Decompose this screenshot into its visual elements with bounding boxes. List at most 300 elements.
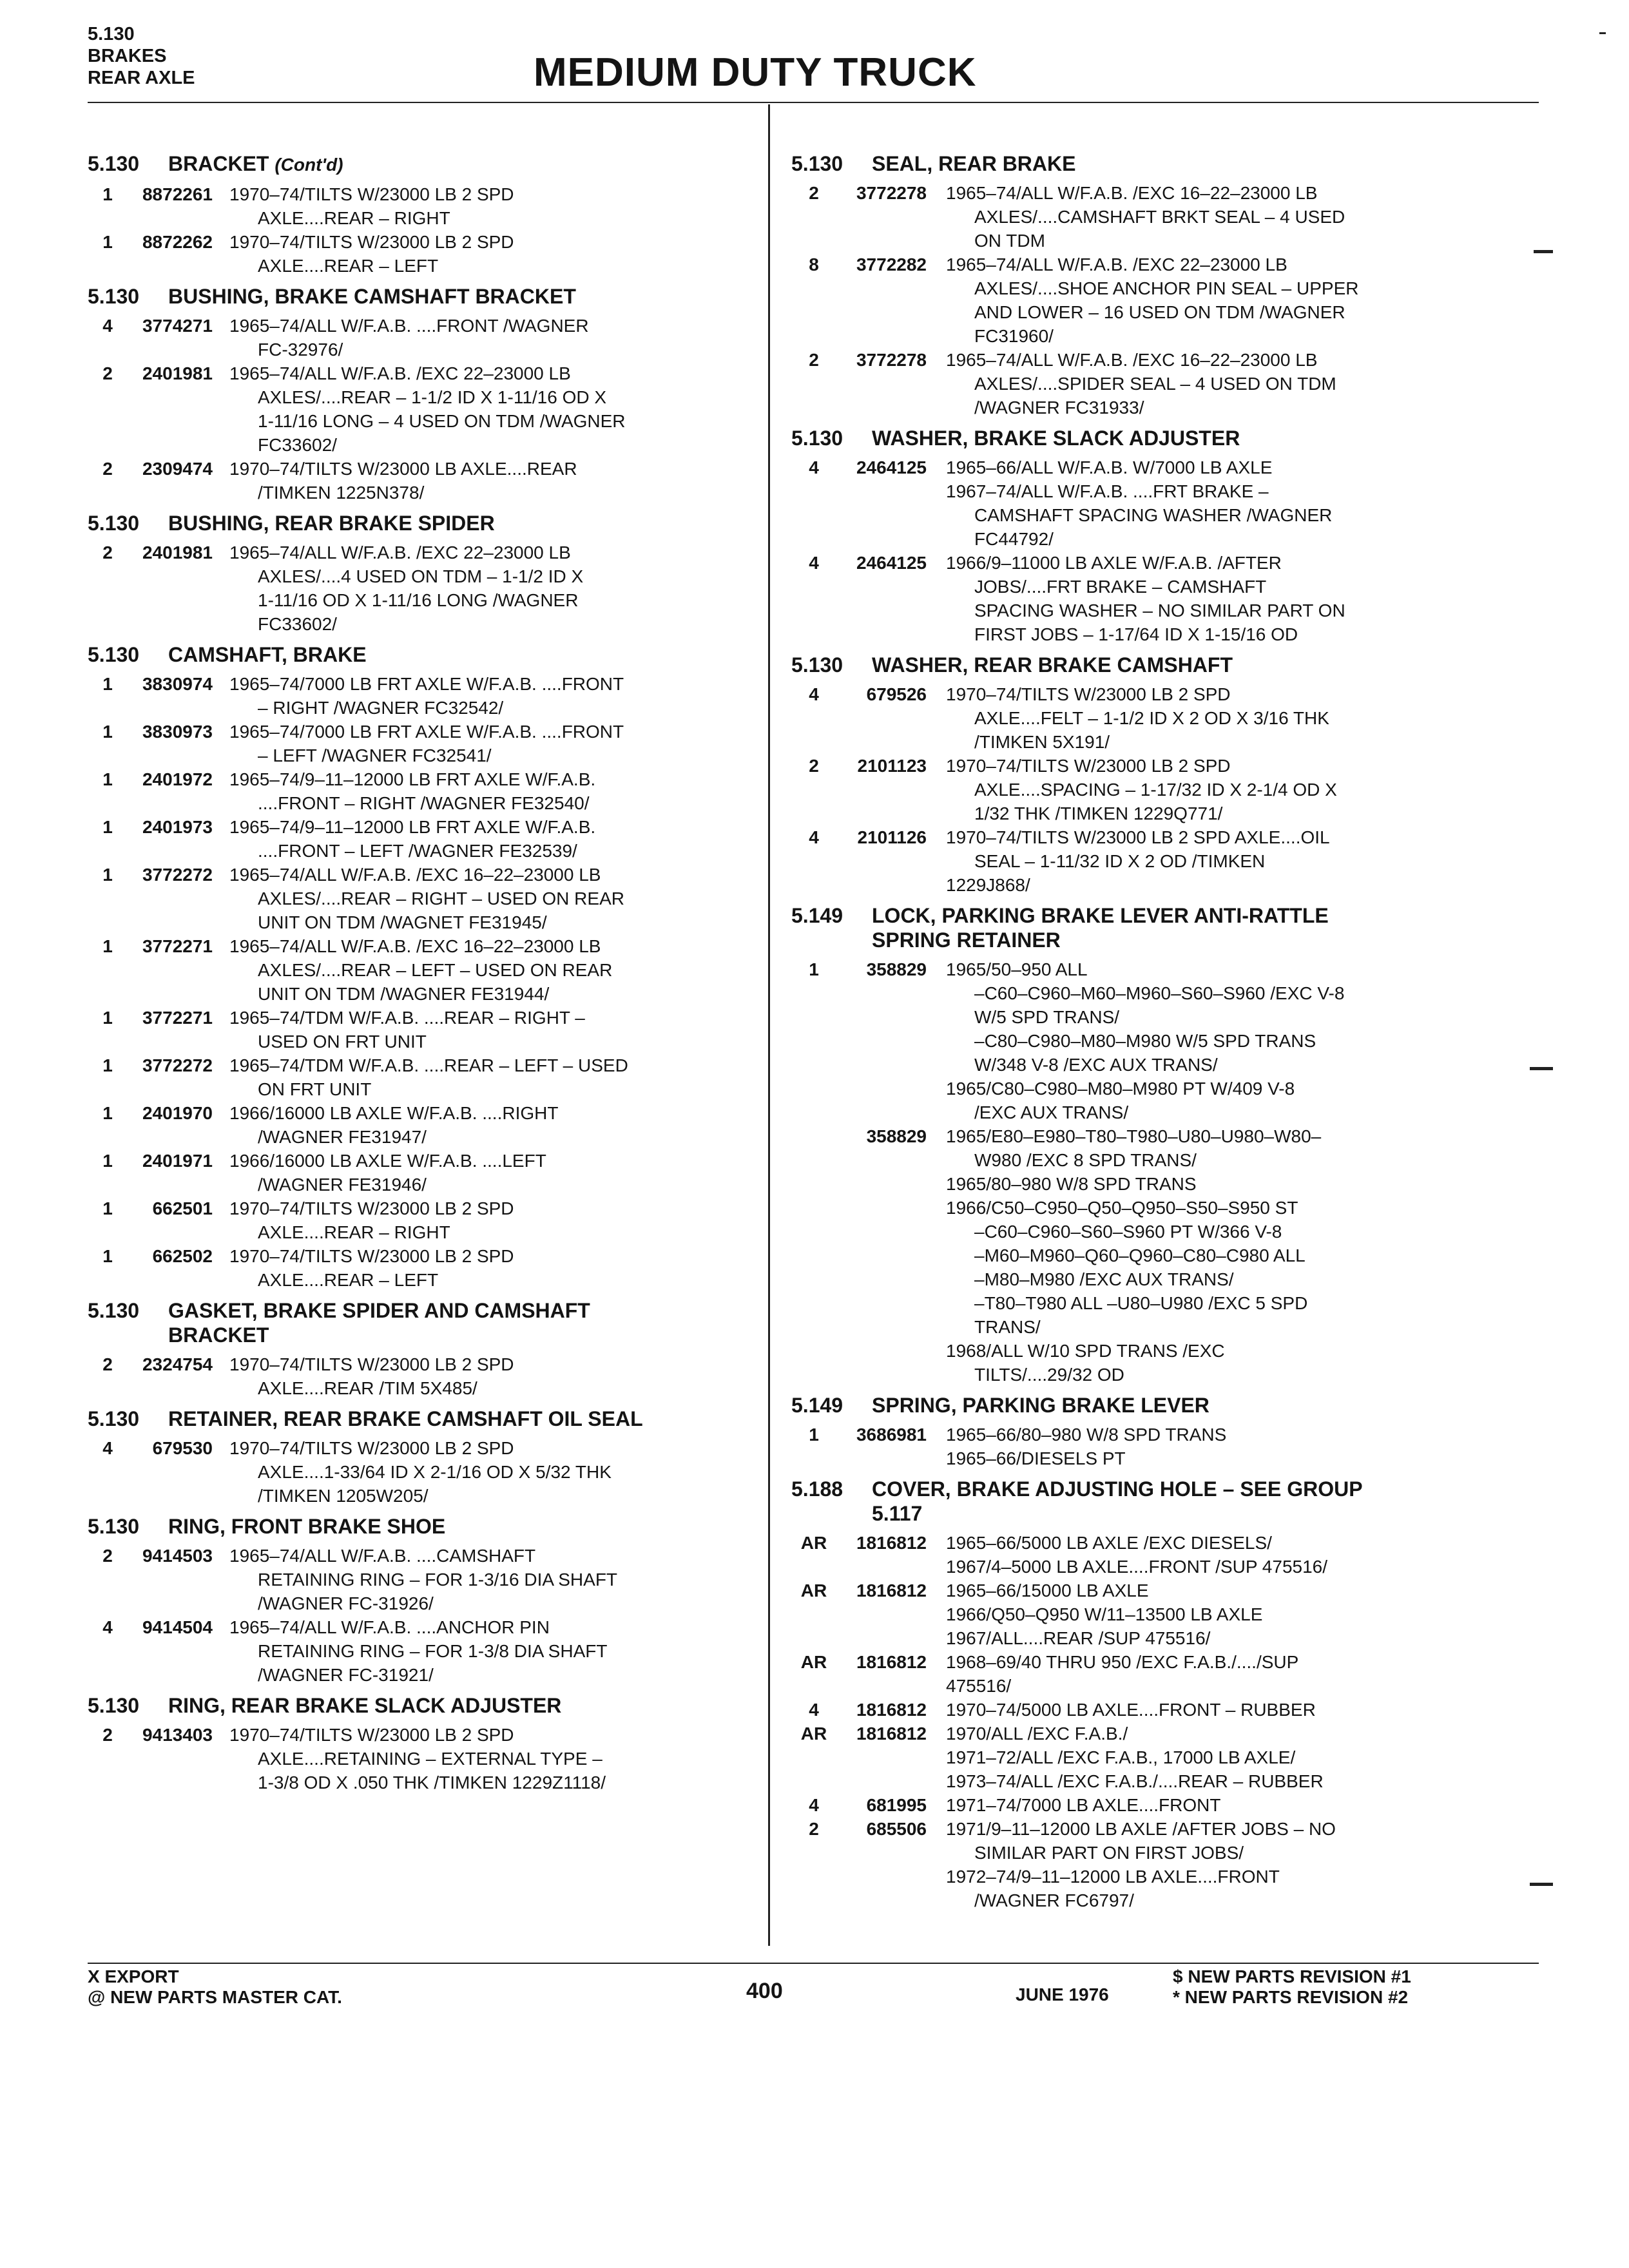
section-heading — [88, 1514, 758, 1539]
part-row — [88, 1723, 758, 1794]
part-row — [791, 1817, 1526, 1912]
part-row — [88, 541, 758, 636]
part-description — [229, 934, 758, 1006]
description-line: 1965–74/ALL W/F.A.B. /EXC 16–22–23000 LB — [946, 183, 1318, 203]
part-quantity: 8 — [809, 255, 819, 274]
description-line: SIMILAR PART ON FIRST JOBS/ — [974, 1843, 1244, 1863]
description-line: /TIMKEN 1225N378/ — [258, 483, 425, 503]
part-description — [229, 720, 758, 767]
description-line: /TIMKEN 1205W205/ — [258, 1486, 429, 1506]
part-quantity: 2 — [809, 350, 819, 370]
description-line: FC33602/ — [258, 435, 337, 455]
part-number: 3772272 — [142, 1055, 213, 1075]
description-line: 1965–74/ALL W/F.A.B. ....CAMSHAFT — [229, 1546, 536, 1566]
section-title — [168, 1693, 758, 1718]
header-divider — [88, 102, 1539, 103]
part-row — [791, 754, 1526, 825]
description-line: AXLE....SPACING – 1-17/32 ID X 2-1/4 OD X — [974, 780, 1337, 800]
description-line: 1965–66/ALL W/F.A.B. W/7000 LB AXLE — [946, 457, 1273, 477]
description-line: /WAGNER FC31933/ — [974, 398, 1144, 418]
description-line: FC44792/ — [974, 529, 1054, 549]
description-line: –C80–C980–M80–M980 W/5 SPD TRANS — [974, 1031, 1316, 1051]
description-line: 1967/ALL....REAR /SUP 475516/ — [946, 1628, 1211, 1648]
part-quantity: 2 — [102, 363, 113, 383]
part-row — [88, 1196, 758, 1244]
part-description — [946, 551, 1526, 646]
description-line: 1965/E80–E980–T80–T980–U80–U980–W80– — [946, 1126, 1322, 1146]
part-quantity: 1 — [102, 1151, 113, 1171]
margin-mark — [1534, 250, 1553, 253]
part-row — [791, 957, 1526, 1124]
part-description — [946, 1423, 1526, 1470]
part-quantity: AR — [800, 1652, 827, 1672]
description-line: 1965–74/9–11–12000 LB FRT AXLE W/F.A.B. — [229, 769, 596, 789]
description-line: 1965–74/TDM W/F.A.B. ....REAR – RIGHT – — [229, 1008, 585, 1028]
part-number: 3772278 — [856, 350, 927, 370]
section-title-text: BUSHING, REAR BRAKE SPIDER — [168, 512, 495, 535]
part-quantity: 2 — [102, 1546, 113, 1566]
section-heading — [791, 151, 1526, 176]
part-number: 2324754 — [142, 1354, 213, 1374]
part-row — [88, 182, 758, 230]
part-number: 8872262 — [142, 232, 213, 252]
margin-mark — [1530, 1883, 1553, 1886]
section-title-text: CAMSHAFT, BRAKE — [168, 643, 367, 666]
part-quantity: AR — [800, 1724, 827, 1744]
part-number: 2101126 — [857, 827, 927, 847]
part-number: 1816812 — [856, 1581, 927, 1600]
section-title-text: RING, FRONT BRAKE SHOE — [168, 1515, 446, 1538]
description-line: 1965–74/ALL W/F.A.B. /EXC 16–22–23000 LB — [946, 350, 1318, 370]
part-row — [791, 1650, 1526, 1698]
part-row — [88, 1352, 758, 1400]
description-line: 1970–74/TILTS W/23000 LB AXLE....REAR — [229, 459, 577, 479]
part-row — [88, 815, 758, 863]
description-line: –C60–C960–S60–S960 PT W/366 V-8 — [974, 1222, 1282, 1242]
footer-line: * NEW PARTS REVISION #2 — [1173, 1987, 1409, 2007]
description-line: JOBS/....FRT BRAKE – CAMSHAFT — [974, 577, 1267, 597]
publication-date: JUNE 1976 — [1016, 1984, 1109, 2004]
part-row — [88, 1006, 758, 1053]
section-heading — [791, 1477, 1526, 1526]
page-number: 400 — [746, 1979, 783, 2003]
section-number: 5.130 — [88, 1515, 140, 1538]
part-quantity: 1 — [102, 817, 113, 837]
section-number: 5.130 — [791, 152, 843, 175]
part-row — [88, 1436, 758, 1508]
description-line: FC31960/ — [974, 326, 1054, 346]
section-title — [168, 1407, 758, 1431]
part-description — [229, 457, 758, 505]
section-title-text: BUSHING, BRAKE CAMSHAFT BRACKET — [168, 285, 576, 308]
part-number: 2309474 — [142, 459, 213, 479]
part-number: 3830973 — [142, 722, 213, 742]
part-quantity: 4 — [809, 827, 819, 847]
part-number: 2401973 — [142, 817, 213, 837]
description-line: 1965/C80–C980–M80–M980 PT W/409 V-8 — [946, 1079, 1295, 1099]
description-line: /TIMKEN 5X191/ — [974, 732, 1110, 752]
part-quantity: 2 — [809, 1819, 819, 1839]
section-title — [168, 284, 758, 309]
part-number: 9413403 — [142, 1725, 213, 1745]
part-number: 3774271 — [142, 316, 213, 336]
section-heading — [88, 642, 758, 667]
part-row — [88, 1615, 758, 1687]
description-line: 1966/9–11000 LB AXLE W/F.A.B. /AFTER — [946, 553, 1282, 573]
part-row — [791, 1793, 1526, 1817]
part-quantity: 1 — [102, 1103, 113, 1123]
description-line: 1970–74/TILTS W/23000 LB 2 SPD AXLE....OIL — [946, 827, 1330, 847]
description-line: UNIT ON TDM /WAGNER FE31944/ — [258, 984, 550, 1004]
part-row — [791, 1124, 1526, 1387]
description-line: 1966/16000 LB AXLE W/F.A.B. ....RIGHT — [229, 1103, 559, 1123]
part-row — [791, 456, 1526, 551]
description-line: AXLES/....SHOE ANCHOR PIN SEAL – UPPER — [974, 278, 1359, 298]
part-description — [229, 1053, 758, 1101]
part-number: 662501 — [152, 1198, 213, 1218]
part-description — [946, 1698, 1526, 1722]
part-row — [791, 253, 1526, 348]
section-title-text: SPRING, PARKING BRAKE LEVER — [872, 1394, 1210, 1417]
part-row — [791, 181, 1526, 253]
section-number: 5.130 — [88, 1694, 140, 1717]
part-number: 1816812 — [856, 1700, 927, 1720]
part-number: 3772272 — [142, 865, 213, 885]
section-number: 5.149 — [791, 1394, 843, 1417]
description-line: 1970–74/5000 LB AXLE....FRONT – RUBBER — [946, 1700, 1316, 1720]
description-line: –T80–T980 ALL –U80–U980 /EXC 5 SPD — [974, 1293, 1308, 1313]
section-number: 5.130 — [791, 653, 843, 677]
part-description — [946, 456, 1526, 551]
part-number: 3686981 — [856, 1425, 927, 1445]
right-column — [791, 145, 1526, 1912]
part-description — [946, 1531, 1526, 1579]
description-line: AXLES/....REAR – 1-1/2 ID X 1-11/16 OD X — [258, 387, 607, 407]
section-continued-note: (Cont'd) — [275, 155, 343, 175]
section-title-text: LOCK, PARKING BRAKE LEVER ANTI-RATTLE SPRING RETAINER — [872, 904, 1329, 952]
description-line: AXLE....REAR – LEFT — [258, 256, 439, 276]
section-title — [872, 426, 1526, 450]
part-row — [88, 720, 758, 767]
part-number: 3772278 — [856, 183, 927, 203]
part-row — [791, 551, 1526, 646]
part-description — [946, 1793, 1526, 1817]
description-line: FC33602/ — [258, 614, 337, 634]
part-row — [88, 457, 758, 505]
part-row — [88, 1149, 758, 1196]
description-line: 1965–66/15000 LB AXLE — [946, 1581, 1149, 1600]
description-line: AXLE....REAR – RIGHT — [258, 1222, 450, 1242]
description-line: 1966/16000 LB AXLE W/F.A.B. ....LEFT — [229, 1151, 546, 1171]
part-quantity: 1 — [102, 865, 113, 885]
description-line: 1965–74/7000 LB FRT AXLE W/F.A.B. ....FRONT — [229, 722, 624, 742]
section-heading — [88, 1693, 758, 1718]
part-row — [88, 1053, 758, 1101]
part-quantity: 4 — [102, 1438, 113, 1458]
description-line: ON FRT UNIT — [258, 1079, 372, 1099]
header-line: REAR AXLE — [88, 68, 195, 88]
description-line: 475516/ — [946, 1676, 1012, 1696]
part-quantity: 1 — [102, 674, 113, 694]
part-description — [946, 181, 1526, 253]
part-row — [791, 825, 1526, 897]
part-quantity: 1 — [102, 1055, 113, 1075]
description-line: 1970–74/TILTS W/23000 LB 2 SPD — [229, 1438, 514, 1458]
part-quantity: 1 — [102, 936, 113, 956]
description-line: 1965–66/5000 LB AXLE /EXC DIESELS/ — [946, 1533, 1272, 1553]
part-description — [946, 754, 1526, 825]
part-number: 3772271 — [142, 936, 213, 956]
footer-divider — [88, 1963, 1539, 1964]
description-line: ON TDM — [974, 231, 1045, 251]
part-number: 3830974 — [142, 674, 213, 694]
part-number: 3772271 — [142, 1008, 213, 1028]
description-line: – RIGHT /WAGNER FC32542/ — [258, 698, 504, 718]
part-description — [229, 230, 758, 278]
part-quantity: 4 — [809, 553, 819, 573]
description-line: AXLE....RETAINING – EXTERNAL TYPE – — [258, 1749, 602, 1769]
part-row — [88, 863, 758, 934]
column-divider — [768, 104, 770, 1946]
description-line: 1971/9–11–12000 LB AXLE /AFTER JOBS – NO — [946, 1819, 1336, 1839]
part-number: 679526 — [866, 684, 927, 704]
section-title — [168, 1514, 758, 1539]
part-quantity: 4 — [102, 316, 113, 336]
section-number: 5.130 — [88, 285, 140, 308]
description-line: 1971–72/ALL /EXC F.A.B., 17000 LB AXLE/ — [946, 1747, 1296, 1767]
part-row — [791, 1579, 1526, 1650]
part-quantity: 1 — [102, 769, 113, 789]
footer-line: $ NEW PARTS REVISION #1 — [1173, 1966, 1411, 1986]
part-quantity: 1 — [809, 1425, 819, 1445]
section-heading — [791, 653, 1526, 677]
part-number: 681995 — [866, 1795, 927, 1815]
description-line: AXLES/....REAR – RIGHT – USED ON REAR — [258, 889, 624, 908]
part-description — [229, 1101, 758, 1149]
section-title — [168, 151, 758, 177]
description-line: W/348 V-8 /EXC AUX TRANS/ — [974, 1055, 1218, 1075]
section-title-text: COVER, BRAKE ADJUSTING HOLE – SEE GROUP 5.117 — [872, 1477, 1363, 1525]
description-line: 1965–66/DIESELS PT — [946, 1448, 1126, 1468]
description-line: 1970–74/TILTS W/23000 LB 2 SPD — [229, 1198, 514, 1218]
description-line: FIRST JOBS – 1-17/64 ID X 1-15/16 OD — [974, 624, 1298, 644]
section-number: 5.130 — [88, 152, 140, 175]
part-description — [229, 1436, 758, 1508]
footer-line: @ NEW PARTS MASTER CAT. — [88, 1987, 342, 2007]
part-description — [946, 1817, 1526, 1912]
description-line: AXLES/....REAR – LEFT – USED ON REAR — [258, 960, 613, 980]
part-description — [229, 863, 758, 934]
part-description — [946, 957, 1526, 1124]
description-line: AXLE....REAR /TIM 5X485/ — [258, 1378, 477, 1398]
section-title-text: WASHER, REAR BRAKE CAMSHAFT — [872, 653, 1233, 677]
section-number: 5.130 — [791, 427, 843, 450]
description-line: AXLES/....4 USED ON TDM – 1-1/2 ID X — [258, 566, 584, 586]
margin-mark — [1530, 1067, 1553, 1070]
description-line: 1970–74/TILTS W/23000 LB 2 SPD — [946, 684, 1231, 704]
description-line: 1971–74/7000 LB AXLE....FRONT — [946, 1795, 1221, 1815]
section-title-text: WASHER, BRAKE SLACK ADJUSTER — [872, 427, 1240, 450]
part-number: 2401971 — [142, 1151, 213, 1171]
part-description — [946, 682, 1526, 754]
section-title-text: SEAL, REAR BRAKE — [872, 152, 1076, 175]
description-line: –C60–C960–M60–M960–S60–S960 /EXC V-8 — [974, 983, 1345, 1003]
part-quantity: 1 — [102, 1198, 113, 1218]
section-number: 5.188 — [791, 1477, 843, 1501]
description-line: 1972–74/9–11–12000 LB AXLE....FRONT — [946, 1867, 1280, 1887]
part-quantity: 1 — [102, 1246, 113, 1266]
part-description — [946, 1579, 1526, 1650]
section-number: 5.149 — [791, 904, 843, 927]
description-line: AXLE....1-33/64 ID X 2-1/16 OD X 5/32 THK — [258, 1462, 612, 1482]
part-quantity: 2 — [102, 1354, 113, 1374]
description-line: 1965–74/ALL W/F.A.B. /EXC 22–23000 LB — [229, 543, 571, 562]
part-description — [229, 1006, 758, 1053]
description-line: 1970–74/TILTS W/23000 LB 2 SPD — [946, 756, 1231, 776]
part-row — [88, 1544, 758, 1615]
description-line: SEAL – 1-11/32 ID X 2 OD /TIMKEN — [974, 851, 1266, 871]
part-description — [229, 541, 758, 636]
part-quantity: 4 — [809, 1795, 819, 1815]
margin-mark — [1599, 32, 1606, 34]
part-description — [229, 182, 758, 230]
description-line: 1965–74/ALL W/F.A.B. ....FRONT /WAGNER — [229, 316, 589, 336]
part-number: 2401981 — [142, 543, 213, 562]
section-heading — [88, 151, 758, 177]
part-description — [946, 1722, 1526, 1793]
description-line: 1965–74/ALL W/F.A.B. /EXC 22–23000 LB — [946, 255, 1287, 274]
part-row — [791, 1698, 1526, 1722]
part-number: 358829 — [866, 1126, 927, 1146]
description-line: AXLE....REAR – LEFT — [258, 1270, 439, 1290]
description-line: USED ON FRT UNIT — [258, 1032, 427, 1052]
part-row — [791, 682, 1526, 754]
part-description — [229, 767, 758, 815]
footer-legend-right — [1173, 1966, 1411, 2008]
footer-line: X EXPORT — [88, 1966, 179, 1986]
section-number: 5.130 — [88, 643, 140, 666]
part-number: 662502 — [152, 1246, 213, 1266]
description-line: RETAINING RING – FOR 1-3/16 DIA SHAFT — [258, 1570, 618, 1590]
section-title — [872, 653, 1526, 677]
description-line: – LEFT /WAGNER FC32541/ — [258, 745, 492, 765]
page-title: MEDIUM DUTY TRUCK — [534, 50, 977, 95]
part-quantity: 4 — [102, 1617, 113, 1637]
part-number: 2401981 — [142, 363, 213, 383]
part-quantity: AR — [800, 1581, 827, 1600]
part-quantity: 4 — [809, 457, 819, 477]
section-heading — [791, 1393, 1526, 1418]
part-row — [791, 1531, 1526, 1579]
description-line: 1965/80–980 W/8 SPD TRANS — [946, 1174, 1197, 1194]
part-description — [229, 1196, 758, 1244]
part-number: 2464125 — [856, 553, 927, 573]
section-number: 5.130 — [88, 1299, 140, 1322]
description-line: 1965/50–950 ALL — [946, 959, 1088, 979]
description-line: 1965–74/9–11–12000 LB FRT AXLE W/F.A.B. — [229, 817, 596, 837]
section-number: 5.130 — [88, 512, 140, 535]
description-line: ....FRONT – RIGHT /WAGNER FE32540/ — [258, 793, 590, 813]
part-quantity: 1 — [809, 959, 819, 979]
part-number: 1816812 — [856, 1652, 927, 1672]
section-title-text: GASKET, BRAKE SPIDER AND CAMSHAFT BRACKET — [168, 1299, 590, 1347]
description-line: SPACING WASHER – NO SIMILAR PART ON — [974, 601, 1345, 620]
part-number: 8872261 — [142, 184, 213, 204]
part-row — [791, 348, 1526, 419]
description-line: AXLE....FELT – 1-1/2 ID X 2 OD X 3/16 THK — [974, 708, 1329, 728]
part-row — [88, 1244, 758, 1292]
section-title-text: RING, REAR BRAKE SLACK ADJUSTER — [168, 1694, 562, 1717]
description-line: 1965–74/ALL W/F.A.B. /EXC 16–22–23000 LB — [229, 865, 601, 885]
description-line: AXLE....REAR – RIGHT — [258, 208, 450, 228]
section-heading — [88, 1407, 758, 1431]
part-description — [946, 825, 1526, 897]
section-heading — [791, 903, 1526, 952]
description-line: 1965–74/ALL W/F.A.B. /EXC 22–23000 LB — [229, 363, 571, 383]
description-line: /EXC AUX TRANS/ — [974, 1102, 1129, 1122]
description-line: 1968/ALL W/10 SPD TRANS /EXC — [946, 1341, 1225, 1361]
description-line: AXLES/....CAMSHAFT BRKT SEAL – 4 USED — [974, 207, 1345, 227]
description-line: W980 /EXC 8 SPD TRANS/ — [974, 1150, 1197, 1170]
part-row — [88, 314, 758, 361]
description-line: 1-11/16 OD X 1-11/16 LONG /WAGNER — [258, 590, 579, 610]
description-line: 1967/4–5000 LB AXLE....FRONT /SUP 475516/ — [946, 1557, 1328, 1577]
part-description — [229, 672, 758, 720]
part-description — [229, 1149, 758, 1196]
part-number: 9414504 — [142, 1617, 213, 1637]
description-line: 1-11/16 LONG – 4 USED ON TDM /WAGNER — [258, 411, 626, 431]
part-quantity: 1 — [102, 232, 113, 252]
section-title — [168, 511, 758, 535]
part-row — [88, 672, 758, 720]
part-row — [791, 1722, 1526, 1793]
part-description — [229, 1723, 758, 1794]
description-line: /WAGNER FC-31921/ — [258, 1665, 434, 1685]
part-quantity: 2 — [102, 543, 113, 562]
description-line: 1970–74/TILTS W/23000 LB 2 SPD — [229, 232, 514, 252]
part-number: 1816812 — [856, 1533, 927, 1553]
section-title — [168, 1298, 758, 1347]
section-number: 5.130 — [88, 1407, 140, 1430]
part-quantity: 4 — [809, 684, 819, 704]
description-line: 1968–69/40 THRU 950 /EXC F.A.B./..../SUP — [946, 1652, 1299, 1672]
part-number: 9414503 — [142, 1546, 213, 1566]
section-title — [872, 903, 1526, 952]
description-line: CAMSHAFT SPACING WASHER /WAGNER — [974, 505, 1333, 525]
description-line: 1965–74/ALL W/F.A.B. ....ANCHOR PIN — [229, 1617, 550, 1637]
section-title — [168, 642, 758, 667]
part-quantity: 4 — [809, 1700, 819, 1720]
section-heading — [88, 1298, 758, 1347]
description-line: TILTS/....29/32 OD — [974, 1365, 1124, 1385]
section-heading — [88, 511, 758, 535]
part-quantity: 2 — [809, 183, 819, 203]
description-line: /WAGNER FC6797/ — [974, 1890, 1134, 1910]
part-description — [229, 1244, 758, 1292]
part-quantity: 1 — [102, 722, 113, 742]
description-line: FC-32976/ — [258, 340, 343, 360]
section-title — [872, 1393, 1526, 1418]
part-quantity: AR — [800, 1533, 827, 1553]
part-row — [88, 934, 758, 1006]
part-number: 2464125 — [856, 457, 927, 477]
description-line: /WAGNER FC-31926/ — [258, 1593, 434, 1613]
description-line: 1966/C50–C950–Q50–Q950–S50–S950 ST — [946, 1198, 1298, 1218]
part-quantity: 2 — [809, 756, 819, 776]
description-line: 1970–74/TILTS W/23000 LB 2 SPD — [229, 1725, 514, 1745]
description-line: 1970–74/TILTS W/23000 LB 2 SPD — [229, 184, 514, 204]
part-row — [88, 361, 758, 457]
